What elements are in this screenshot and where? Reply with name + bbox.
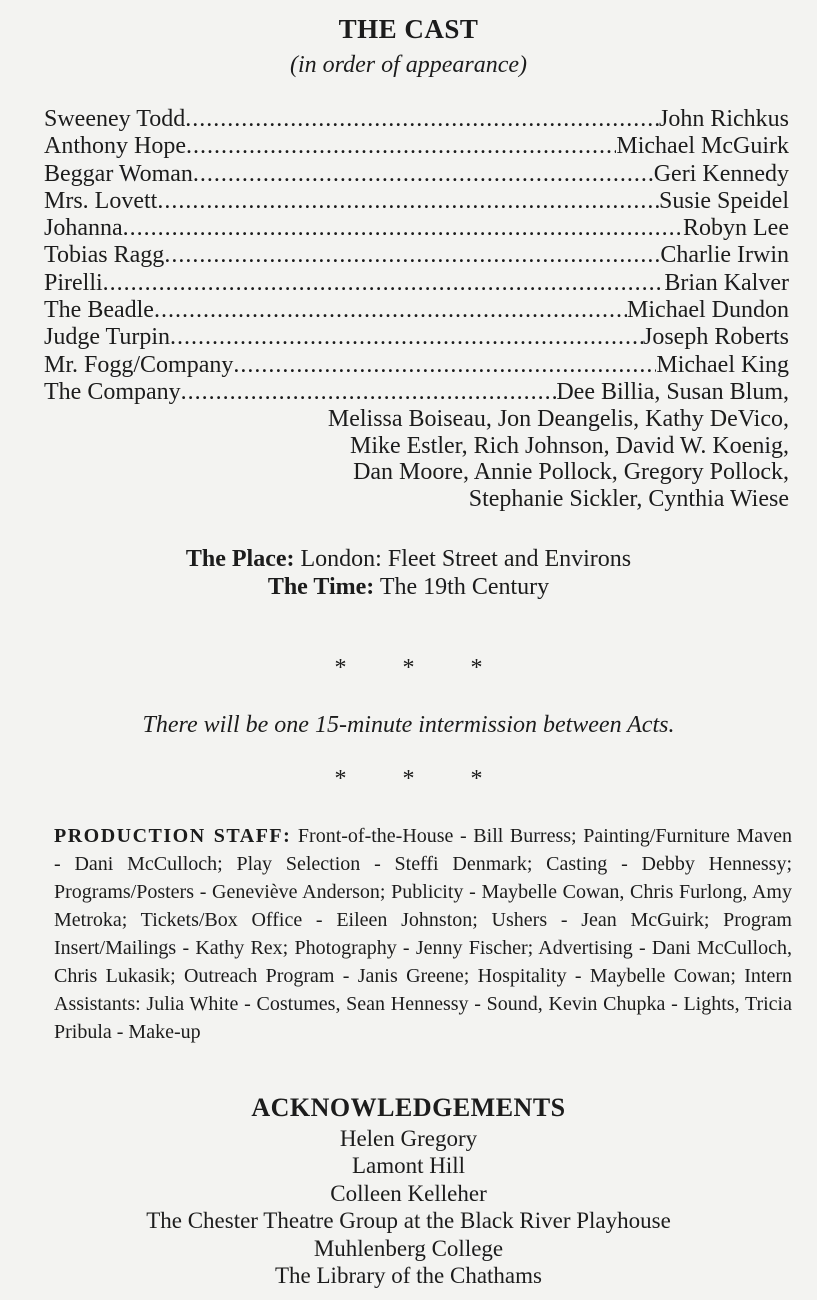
time-label: The Time:: [267, 574, 375, 600]
ack-item: The Library of the Chathams: [275, 1263, 542, 1289]
cast-role: Pirelli: [44, 269, 103, 296]
cast-heading: THE CAST: [338, 14, 479, 44]
cast-actor: John Richkus: [658, 106, 789, 132]
company-line: Mike Estler, Rich Johnson, David W. Koenig,: [349, 432, 789, 459]
asterisk: *: [470, 655, 483, 681]
ack-item: Lamont Hill: [351, 1153, 466, 1179]
place-label: The Place:: [185, 546, 295, 572]
cast-role: Mrs. Lovett: [44, 187, 158, 214]
cast-row: [44, 106, 789, 133]
intermission-note: There will be one 15-minute intermission between Acts.: [142, 712, 675, 738]
cast-role: Sweeney Todd: [44, 106, 186, 132]
leader-dots: [170, 324, 643, 351]
ack-item: Muhlenberg College: [313, 1235, 504, 1261]
staff-text: Front-of-the-House - Bill Burress; Painting/Furniture Maven - Dani McCulloch; Play Selection - Steffi Denmark; Casting - Debby Hennessy; Programs/Posters - Geneviève Anderson; Publicity - Maybelle Cowan, Chris Furlong, Amy Metroka; Tickets/Box Office - Eileen Johnston; Ushers - Jean McGuirk; Program Insert/Mailings - Kathy Rex; Photography - Jenny Fischer; Advertising - Dani McCulloch, Chris Lukasik; Outreach Program - Janis Greene; Hospitality - Maybelle Cowan; Intern Assistants: Julia White - Costumes, Sean Hennessy - Sound, Kevin Chupka - Lights, Tricia Pribula - Make-up: [54, 825, 792, 1043]
company-line: Stephanie Sickler, Cynthia Wiese: [468, 485, 789, 512]
leader-dots: [193, 161, 654, 188]
asterisk-separator: [0, 655, 817, 682]
cast-role: The Company: [44, 378, 181, 405]
cast-row: [44, 297, 789, 324]
place-line: [0, 545, 817, 573]
asterisk-separator: [0, 766, 817, 793]
leader-dots: [185, 106, 659, 133]
cast-subheading: (in order of appearance): [289, 52, 528, 78]
acknowledgements-list: [0, 1125, 817, 1289]
cast-actor: Geri Kennedy: [653, 160, 789, 187]
cast-list: [44, 106, 789, 512]
cast-row: [44, 352, 789, 379]
cast-role: Johanna: [44, 215, 123, 242]
company-line: Dan Moore, Annie Pollock, Gregory Pollock,: [353, 459, 789, 486]
cast-row: [44, 242, 789, 269]
cast-row: [44, 270, 789, 297]
asterisk: *: [334, 766, 347, 792]
production-staff: [54, 822, 792, 1046]
cast-row: [44, 133, 789, 160]
cast-actor: Brian Kalver: [664, 269, 789, 296]
cast-actor: Michael King: [656, 351, 789, 378]
asterisk: *: [334, 655, 347, 681]
ack-item: Colleen Kelleher: [330, 1180, 487, 1206]
asterisk: *: [402, 766, 415, 792]
leader-dots: [186, 133, 616, 160]
ack-item: The Chester Theatre Group at the Black River Playhouse: [146, 1208, 671, 1234]
cast-row: [44, 379, 789, 406]
cast-actor: Robyn Lee: [683, 215, 789, 242]
time-line: [0, 573, 817, 601]
leader-dots: [181, 379, 557, 406]
cast-actor: Michael McGuirk: [616, 133, 789, 160]
staff-heading: PRODUCTION STAFF:: [54, 825, 292, 847]
cast-row: [44, 215, 789, 242]
cast-actor: Michael Dundon: [627, 297, 789, 324]
cast-row: [44, 324, 789, 351]
leader-dots: [233, 352, 656, 379]
setting-block: [0, 545, 817, 601]
leader-dots: [157, 188, 659, 215]
cast-role: Judge Turpin: [44, 324, 171, 351]
place-value: London: Fleet Street and Environs: [294, 546, 632, 572]
cast-role: Beggar Woman: [44, 160, 193, 187]
leader-dots: [154, 297, 627, 324]
cast-role: Anthony Hope: [44, 133, 186, 160]
cast-actor: Dee Billia, Susan Blum,: [556, 378, 789, 405]
asterisk: *: [402, 655, 415, 681]
cast-role: Tobias Ragg: [44, 242, 165, 269]
cast-row: [44, 161, 789, 188]
ack-item: Helen Gregory: [339, 1126, 478, 1151]
cast-role: Mr. Fogg/Company: [44, 351, 234, 378]
cast-actor: Susie Speidel: [659, 187, 789, 214]
cast-actor: Joseph Roberts: [643, 324, 789, 351]
leader-dots: [103, 270, 665, 297]
company-line: Melissa Boiseau, Jon Deangelis, Kathy DeVico,: [327, 406, 789, 433]
leader-dots: [123, 215, 683, 242]
acknowledgements-heading: ACKNOWLEDGEMENTS: [251, 1093, 566, 1122]
cast-row: [44, 188, 789, 215]
asterisk: *: [470, 766, 483, 792]
time-value: The 19th Century: [374, 574, 550, 600]
leader-dots: [164, 242, 660, 269]
cast-role: The Beadle: [44, 297, 154, 324]
cast-actor: Charlie Irwin: [660, 242, 789, 269]
company-members: [44, 406, 789, 512]
